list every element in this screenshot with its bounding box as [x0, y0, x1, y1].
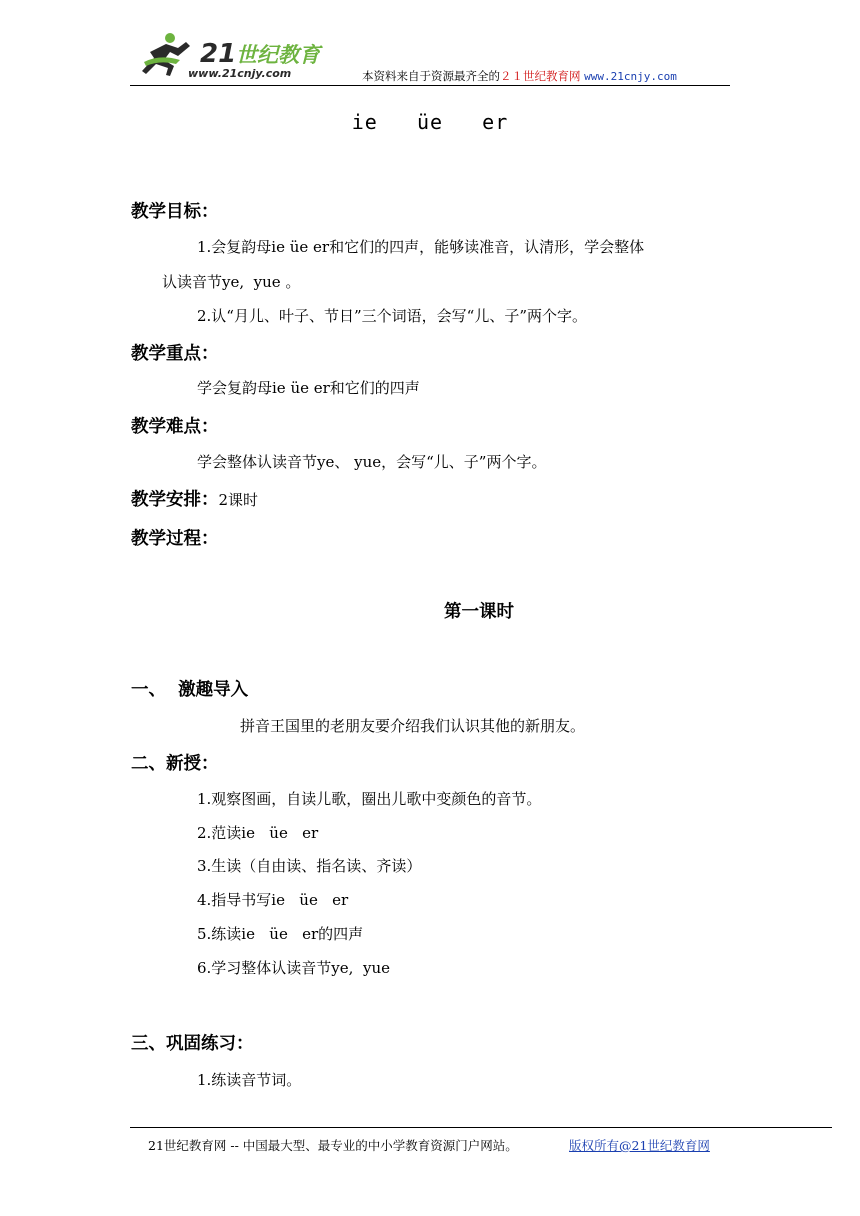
- header-note-prefix: 本资料来自于资源最齐全的: [362, 69, 500, 83]
- section-2-item-3: 3.生读（自由读、指名读、齐读）: [197, 857, 422, 875]
- svg-text:世纪教育: 世纪教育: [236, 43, 320, 67]
- goals-item-1-line-1: 1.会复韵母ie üe er和它们的四声，能够读准音，认清形，学会整体: [197, 238, 645, 256]
- page-title: ie üe er: [351, 110, 509, 134]
- site-logo: [140, 30, 340, 84]
- section-2-item-5: 5.练读ie üe er的四声: [197, 925, 364, 943]
- schedule-heading: 教学安排：: [131, 490, 219, 510]
- section-2-item-4: 4.指导书写ie üe er: [197, 891, 349, 909]
- footer-divider: [130, 1127, 832, 1128]
- svg-text:21: 21: [200, 39, 237, 69]
- header-brand-link[interactable]: ２１世纪教育网: [500, 69, 581, 83]
- header-note: [362, 68, 677, 84]
- difficulties-heading: 教学难点：: [131, 417, 219, 437]
- header-divider: [130, 85, 730, 86]
- difficulties-text: 学会整体认读音节ye、 yue，会写“儿、子”两个字。: [197, 453, 547, 471]
- section-2-item-1: 1.观察图画，自读儿歌，圈出儿歌中变颜色的音节。: [197, 790, 542, 808]
- goals-heading: 教学目标：: [131, 202, 219, 222]
- schedule-value: 2课时: [218, 491, 259, 509]
- section-2-heading: 二、新授：: [131, 754, 219, 774]
- section-3-heading: 三、巩固练习：: [131, 1034, 254, 1054]
- process-heading: 教学过程：: [131, 529, 219, 549]
- lesson-1-heading: 第一课时: [444, 602, 514, 622]
- key-points-text: 学会复韵母ie üe er和它们的四声: [197, 379, 420, 397]
- section-1-text: 拼音王国里的老朋友要介绍我们认识其他的新朋友。: [240, 717, 586, 735]
- goals-item-2: 2.认“月儿、叶子、节日”三个词语，会写“儿、子”两个字。: [197, 307, 587, 325]
- footer-copyright-link[interactable]: 版权所有@21世纪教育网: [569, 1138, 710, 1153]
- section-3-item-1: 1.练读音节词。: [197, 1071, 302, 1089]
- section-2-item-2: 2.范读ie üe er: [197, 824, 319, 842]
- header-url-link[interactable]: www.21cnjy.com: [584, 70, 677, 83]
- footer-text: 21世纪教育网 -- 中国最大型、最专业的中小学教育资源门户网站。: [148, 1138, 518, 1153]
- key-points-heading: 教学重点：: [131, 344, 219, 364]
- section-1-heading: 一、 激趣导入: [131, 680, 249, 700]
- svg-text:www.21cnjy.com: www.21cnjy.com: [188, 67, 292, 80]
- section-2-item-6: 6.学习整体认读音节ye, yue: [197, 959, 390, 977]
- schedule-line: [131, 486, 258, 511]
- goals-item-1-line-2: 认读音节ye, yue 。: [162, 273, 301, 291]
- runner-icon: [142, 33, 190, 76]
